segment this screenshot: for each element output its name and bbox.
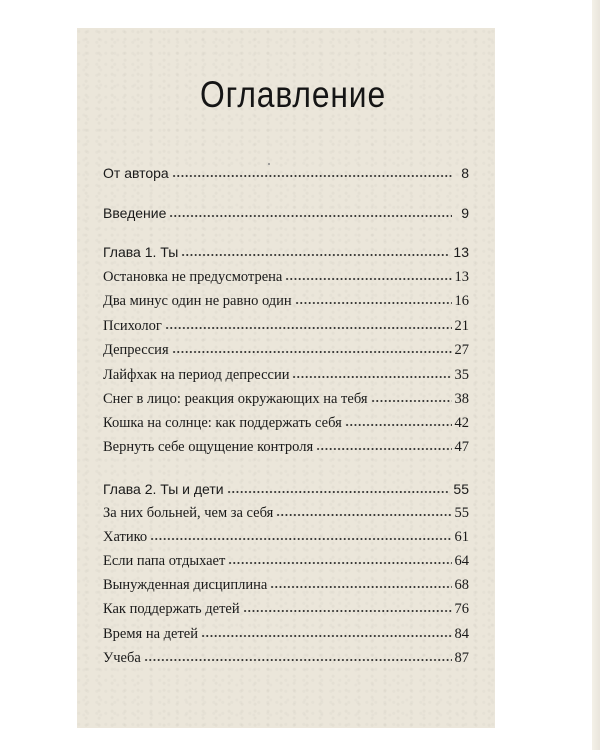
toc-leader-dots <box>316 440 451 451</box>
toc-leader-dots <box>172 167 452 178</box>
toc-entry <box>103 576 469 594</box>
toc-entry-title: Время на детей <box>103 626 198 642</box>
toc-entry <box>103 268 469 286</box>
toc-entry-page: 35 <box>454 367 469 383</box>
toc-entry-title: Два минус один не равно один <box>103 293 292 309</box>
toc-entry-page: 13 <box>454 269 469 285</box>
toc-entry-title: Вынужденная дисциплина <box>103 577 268 593</box>
toc-entry <box>103 414 469 432</box>
toc-entry <box>103 341 469 359</box>
toc-leader-dots <box>169 207 452 218</box>
toc-entry-page: 27 <box>454 342 469 358</box>
toc-chapter-2 <box>103 480 469 498</box>
toc-entry-page: 47 <box>454 439 469 455</box>
toc-leader-dots <box>276 506 451 517</box>
page-edge <box>592 0 600 750</box>
toc-entry-page: 8 <box>461 165 469 181</box>
toc-leader-dots <box>292 368 451 379</box>
toc-leader-dots <box>172 343 452 354</box>
toc-entry-page: 84 <box>454 626 469 642</box>
toc-entry-page: 16 <box>454 293 469 309</box>
toc-entry-author <box>103 164 469 182</box>
toc-entry <box>103 625 469 643</box>
toc-leader-dots <box>165 319 452 330</box>
toc-entry-page: 68 <box>454 577 469 593</box>
toc-leader-dots <box>270 578 451 589</box>
toc-entry-page: 13 <box>453 244 469 260</box>
toc-leader-dots <box>243 602 452 613</box>
toc-entry <box>103 504 469 522</box>
toc-leader-dots <box>150 530 451 541</box>
toc-entry-page: 87 <box>454 650 469 666</box>
toc-entry-title: Вернуть себе ощущение контроля <box>103 439 314 455</box>
page-title: Оглавление <box>200 74 387 115</box>
toc-entry <box>103 552 469 570</box>
toc-entry <box>103 600 469 618</box>
toc-leader-dots <box>285 270 451 281</box>
toc-entry-intro <box>103 204 469 222</box>
toc-entry-page: 76 <box>454 601 469 617</box>
toc-entry-page: 42 <box>454 415 469 431</box>
toc-leader-dots <box>295 294 452 305</box>
toc-entry <box>103 390 469 408</box>
toc-entry-page: 61 <box>454 529 469 545</box>
toc-entry <box>103 292 469 310</box>
toc-entry <box>103 366 469 384</box>
toc-leader-dots <box>144 651 452 662</box>
toc-entry-title: Снег в лицо: реакция окружающих на тебя <box>103 391 368 407</box>
toc-entry-title: Кошка на солнце: как поддержать себя <box>103 415 342 431</box>
toc-leader-dots <box>201 627 452 638</box>
toc-entry-title: Остановка не предусмотрена <box>103 269 283 285</box>
toc-leader-dots <box>371 392 452 403</box>
toc-entry-title: Если папа отдыхает <box>103 553 226 569</box>
toc-entry <box>103 438 469 456</box>
toc-leader-dots <box>227 483 451 494</box>
toc-entry-title: Глава 1. Ты <box>103 244 179 260</box>
toc-chapter-1 <box>103 243 469 261</box>
toc-entry-page: 38 <box>454 391 469 407</box>
toc-entry <box>103 649 469 667</box>
toc-entry-title: Как поддержать детей <box>103 601 240 617</box>
toc-entry-title: Лайфхак на период депрессии <box>103 367 290 383</box>
toc-entry-page: 21 <box>454 318 469 334</box>
toc-entry-page: 9 <box>461 205 469 221</box>
toc-entry <box>103 317 469 335</box>
toc-entry-page: 55 <box>454 505 469 521</box>
toc-leader-dots <box>345 416 452 427</box>
toc-entry-title: За них больней, чем за себя <box>103 505 274 521</box>
toc-entry-title: Хатико <box>103 529 148 545</box>
toc-entry-title: Учеба <box>103 650 141 666</box>
toc-leader-dots <box>228 554 451 565</box>
toc-entry-page: 64 <box>454 553 469 569</box>
toc-entry-title: Глава 2. Ты и дети <box>103 481 224 497</box>
toc-entry <box>103 528 469 546</box>
toc-entry-title: От автора <box>103 165 169 181</box>
toc-entry-title: Введение <box>103 205 167 221</box>
toc-entry-title: Депрессия <box>103 342 169 358</box>
toc-entry-page: 55 <box>453 481 469 497</box>
toc-entry-title: Психолог <box>103 318 162 334</box>
toc-leader-dots <box>181 246 450 257</box>
